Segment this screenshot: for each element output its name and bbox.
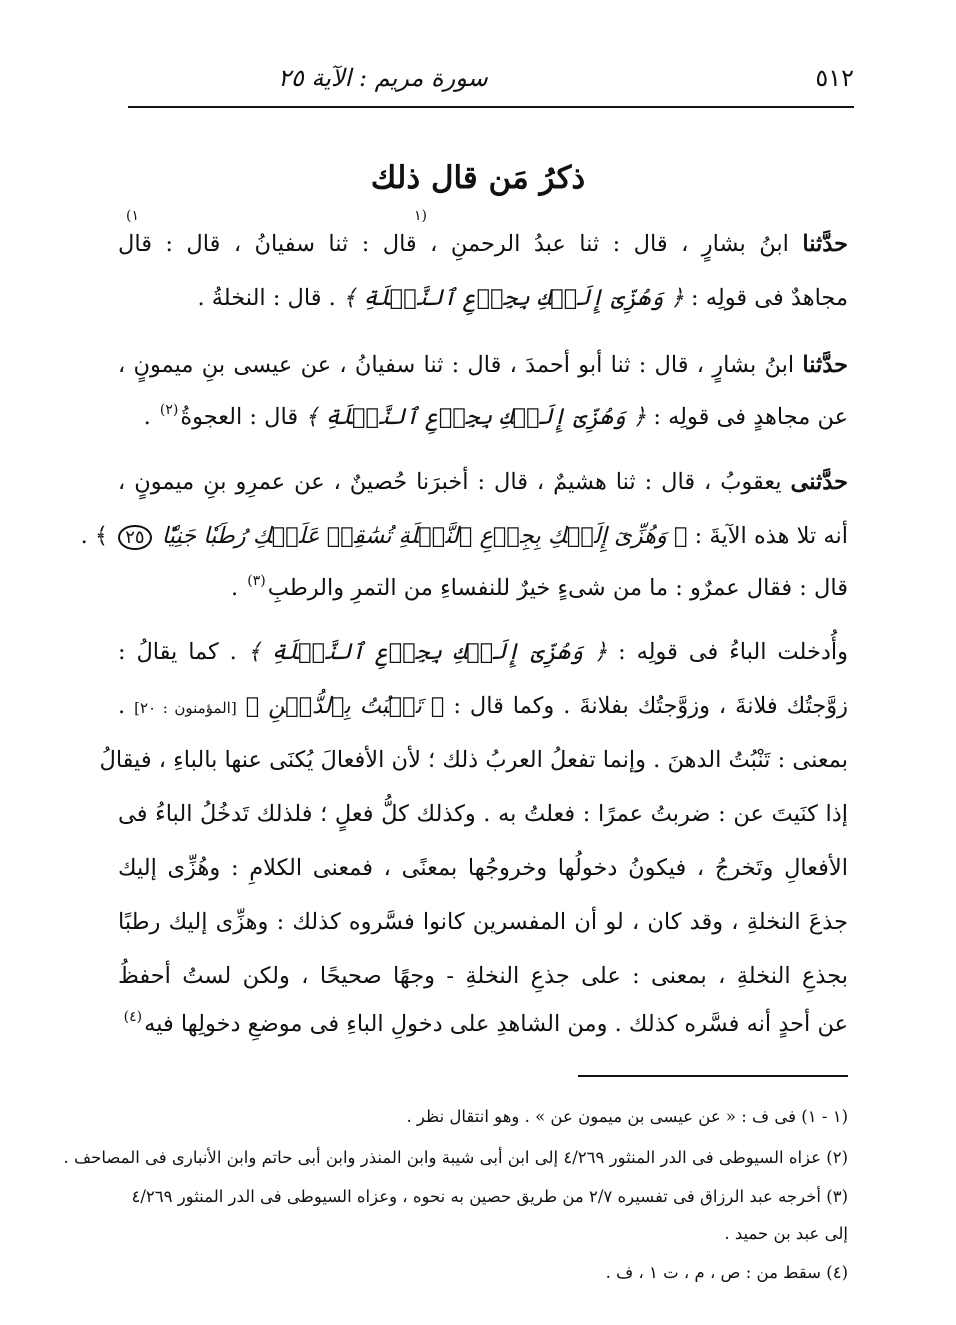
para4-line6: جذعَ النخلةِ ، وقد كان ، لو أن المفسرين كانوا فسَّروه كذلك : وهزِّى إليك رطبًا — [118, 909, 848, 935]
period: . — [143, 404, 151, 430]
narration-text: . قال : النخلةُ . — [197, 285, 336, 311]
narration-text: مجاهدٌ فى قولِه : — [691, 285, 848, 311]
para4-line4: إذا كنَيتَ عن : ضربتُ عمرًا : فعلتُ به . وكذلك كلُّ فعلٍ ؛ فلذلك تَدخُلُ الباءُ فى — [118, 801, 848, 827]
para3-line2 — [80, 514, 848, 558]
footnote-marker: (٢) — [159, 402, 179, 418]
quran-quote: ﴿ تَنۢبُتُ بِٱلدُّهۡنِ ﴾ — [245, 693, 445, 719]
surah-reference: [المؤمنون : ٢٠] — [134, 699, 237, 717]
narration-lead: حدَّثنا — [802, 352, 849, 378]
para3-line1 — [118, 460, 848, 504]
para1-line2 — [118, 276, 848, 320]
section-title: ذكرُ مَن قال ذلك — [370, 160, 586, 196]
para4-line2 — [118, 684, 848, 728]
quran-quote: ﴿ وَهُزِّىٓ إِلَيۡكِ بِجِذۡعِ ٱلنَّخۡلَةِ ﴾ — [305, 404, 647, 430]
narration-lead: حدَّثنا — [802, 231, 848, 257]
para4-line1 — [118, 630, 848, 674]
para4-line7: بجذعِ النخلةِ ، بمعنى : على جذعِ النخلةِ - وجهًا صحيحًا ، ولكن لستُ أحفظُ — [118, 963, 848, 989]
running-title: سورة مريم : الآية ٢٥ — [278, 64, 488, 92]
narration-text: ابنُ بشارٍ ، قال : ثنا عبدُ الرحمنِ ، قال : ثنا سفيانُ ، قال : قال — [118, 231, 789, 257]
footnote-3-continued: إلى عبد بن حميد . — [724, 1224, 848, 1243]
footnote-2: (٢) عزاه السيوطى فى الدر المنثور ٤/٢٦٩ إلى ابن أبى شيبة وابن المنذر وابن أبى حاتم وابن الأنبارى فى المصاحف . — [63, 1148, 848, 1167]
para2-line1 — [118, 343, 848, 387]
narration-text: قال : العجوةُ — [180, 404, 299, 430]
footnote-1: (١ - ١) فى ف : « عن عيسى بن ميمون عن » . وهو انتقال نظر . — [406, 1107, 848, 1126]
commentary-text: . كما يقالُ : — [118, 639, 237, 665]
quran-quote: ﴿ وَهُزِّىٓ إِلَيۡكِ بِجِذۡعِ ٱلنَّخۡلَةِ تُسَٰقِطۡ عَلَيۡكِ رُطَبٗا جَنِيّٗا — [161, 523, 688, 549]
footnote-separator — [578, 1075, 848, 1077]
footnote-marker: (١ — [414, 208, 427, 224]
page-header — [128, 60, 854, 108]
footnote-marker: (٤) — [123, 1009, 143, 1025]
footnote-marker: (٣) — [247, 573, 266, 589]
narration-lead: حدَّثنى — [790, 469, 849, 495]
footnote-marker: ١) — [126, 208, 139, 224]
para4-line5: الأفعالِ وتَخرجُ ، فيكونُ دخولُها وخروجُها بمعنًى ، فمعنى الكلامِ : وهُزِّى إليك — [118, 855, 848, 881]
narration-text: أنه تلا هذه الآيةَ : — [694, 523, 848, 549]
narration-text: قال : فقال عمرٌو : ما من شىءٍ خيرٌ للنفساءِ من التمرِ والرطبِ — [267, 575, 848, 601]
para1-line1 — [118, 222, 848, 266]
period: . — [118, 693, 126, 719]
footnote-4: (٤) سقط من : ص ، م ، ت ١ ، ف . — [605, 1263, 848, 1282]
ayah-number-marker: ٢٥ — [118, 525, 151, 550]
para4-line3: بمعنى : تَنْبُتُ الدهنَ . وإنما تفعلُ العربُ ذلك ؛ لأن الأفعالَ يُكنَى عنها بالباءِ ، فيقالُ — [99, 747, 848, 773]
narration-text: يعقوبُ ، قال : ثنا هشيمٌ ، قال : أخبرَنا حُصينٌ ، عن عمرِو بنِ ميمونٍ ، — [118, 469, 782, 495]
commentary-text: عن أحدٍ أنه فسَّره كذلك . ومن الشاهدِ على دخولِ الباءِ فى موضعِ دخولِها فيه — [144, 1011, 848, 1037]
commentary-text: وأُدخلت الباءُ فى قولِه : — [618, 639, 848, 665]
para4-line8 — [118, 1002, 848, 1046]
commentary-text: زوَّجتُك فلانةَ ، وزوَّجتُك بفلانةَ . وكما قال : — [453, 693, 849, 719]
period: . — [230, 575, 239, 601]
para2-line2 — [118, 395, 848, 439]
quran-quote: ﴿ وَهُزِّىٓ إِلَيۡكِ بِجِذۡعِ ٱلنَّخۡلَةِ ﴾ — [342, 285, 684, 311]
quran-quote: ﴿ وَهُزِّىٓ إِلَيۡكِ بِجِذۡعِ ٱلنَّخۡلَةِ ﴾ — [247, 639, 608, 665]
page-number: ٥١٢ — [815, 64, 854, 92]
quote-close: ﴾ . — [80, 523, 109, 549]
para3-line3 — [118, 566, 848, 610]
narration-text: ابنُ بشارٍ ، قال : ثنا أبو أحمدَ ، قال : ثنا سفيانُ ، عن عيسى بنِ ميمونٍ ، — [118, 352, 795, 378]
narration-text: عن مجاهدٍ فى قولِه : — [653, 404, 848, 430]
footnote-3: (٣) أخرجه عبد الرزاق فى تفسيره ٢/٧ من طريق حصين به نحوه ، وعزاه السيوطى فى الدر المنثور ٤/٢٦٩ — [131, 1187, 848, 1206]
